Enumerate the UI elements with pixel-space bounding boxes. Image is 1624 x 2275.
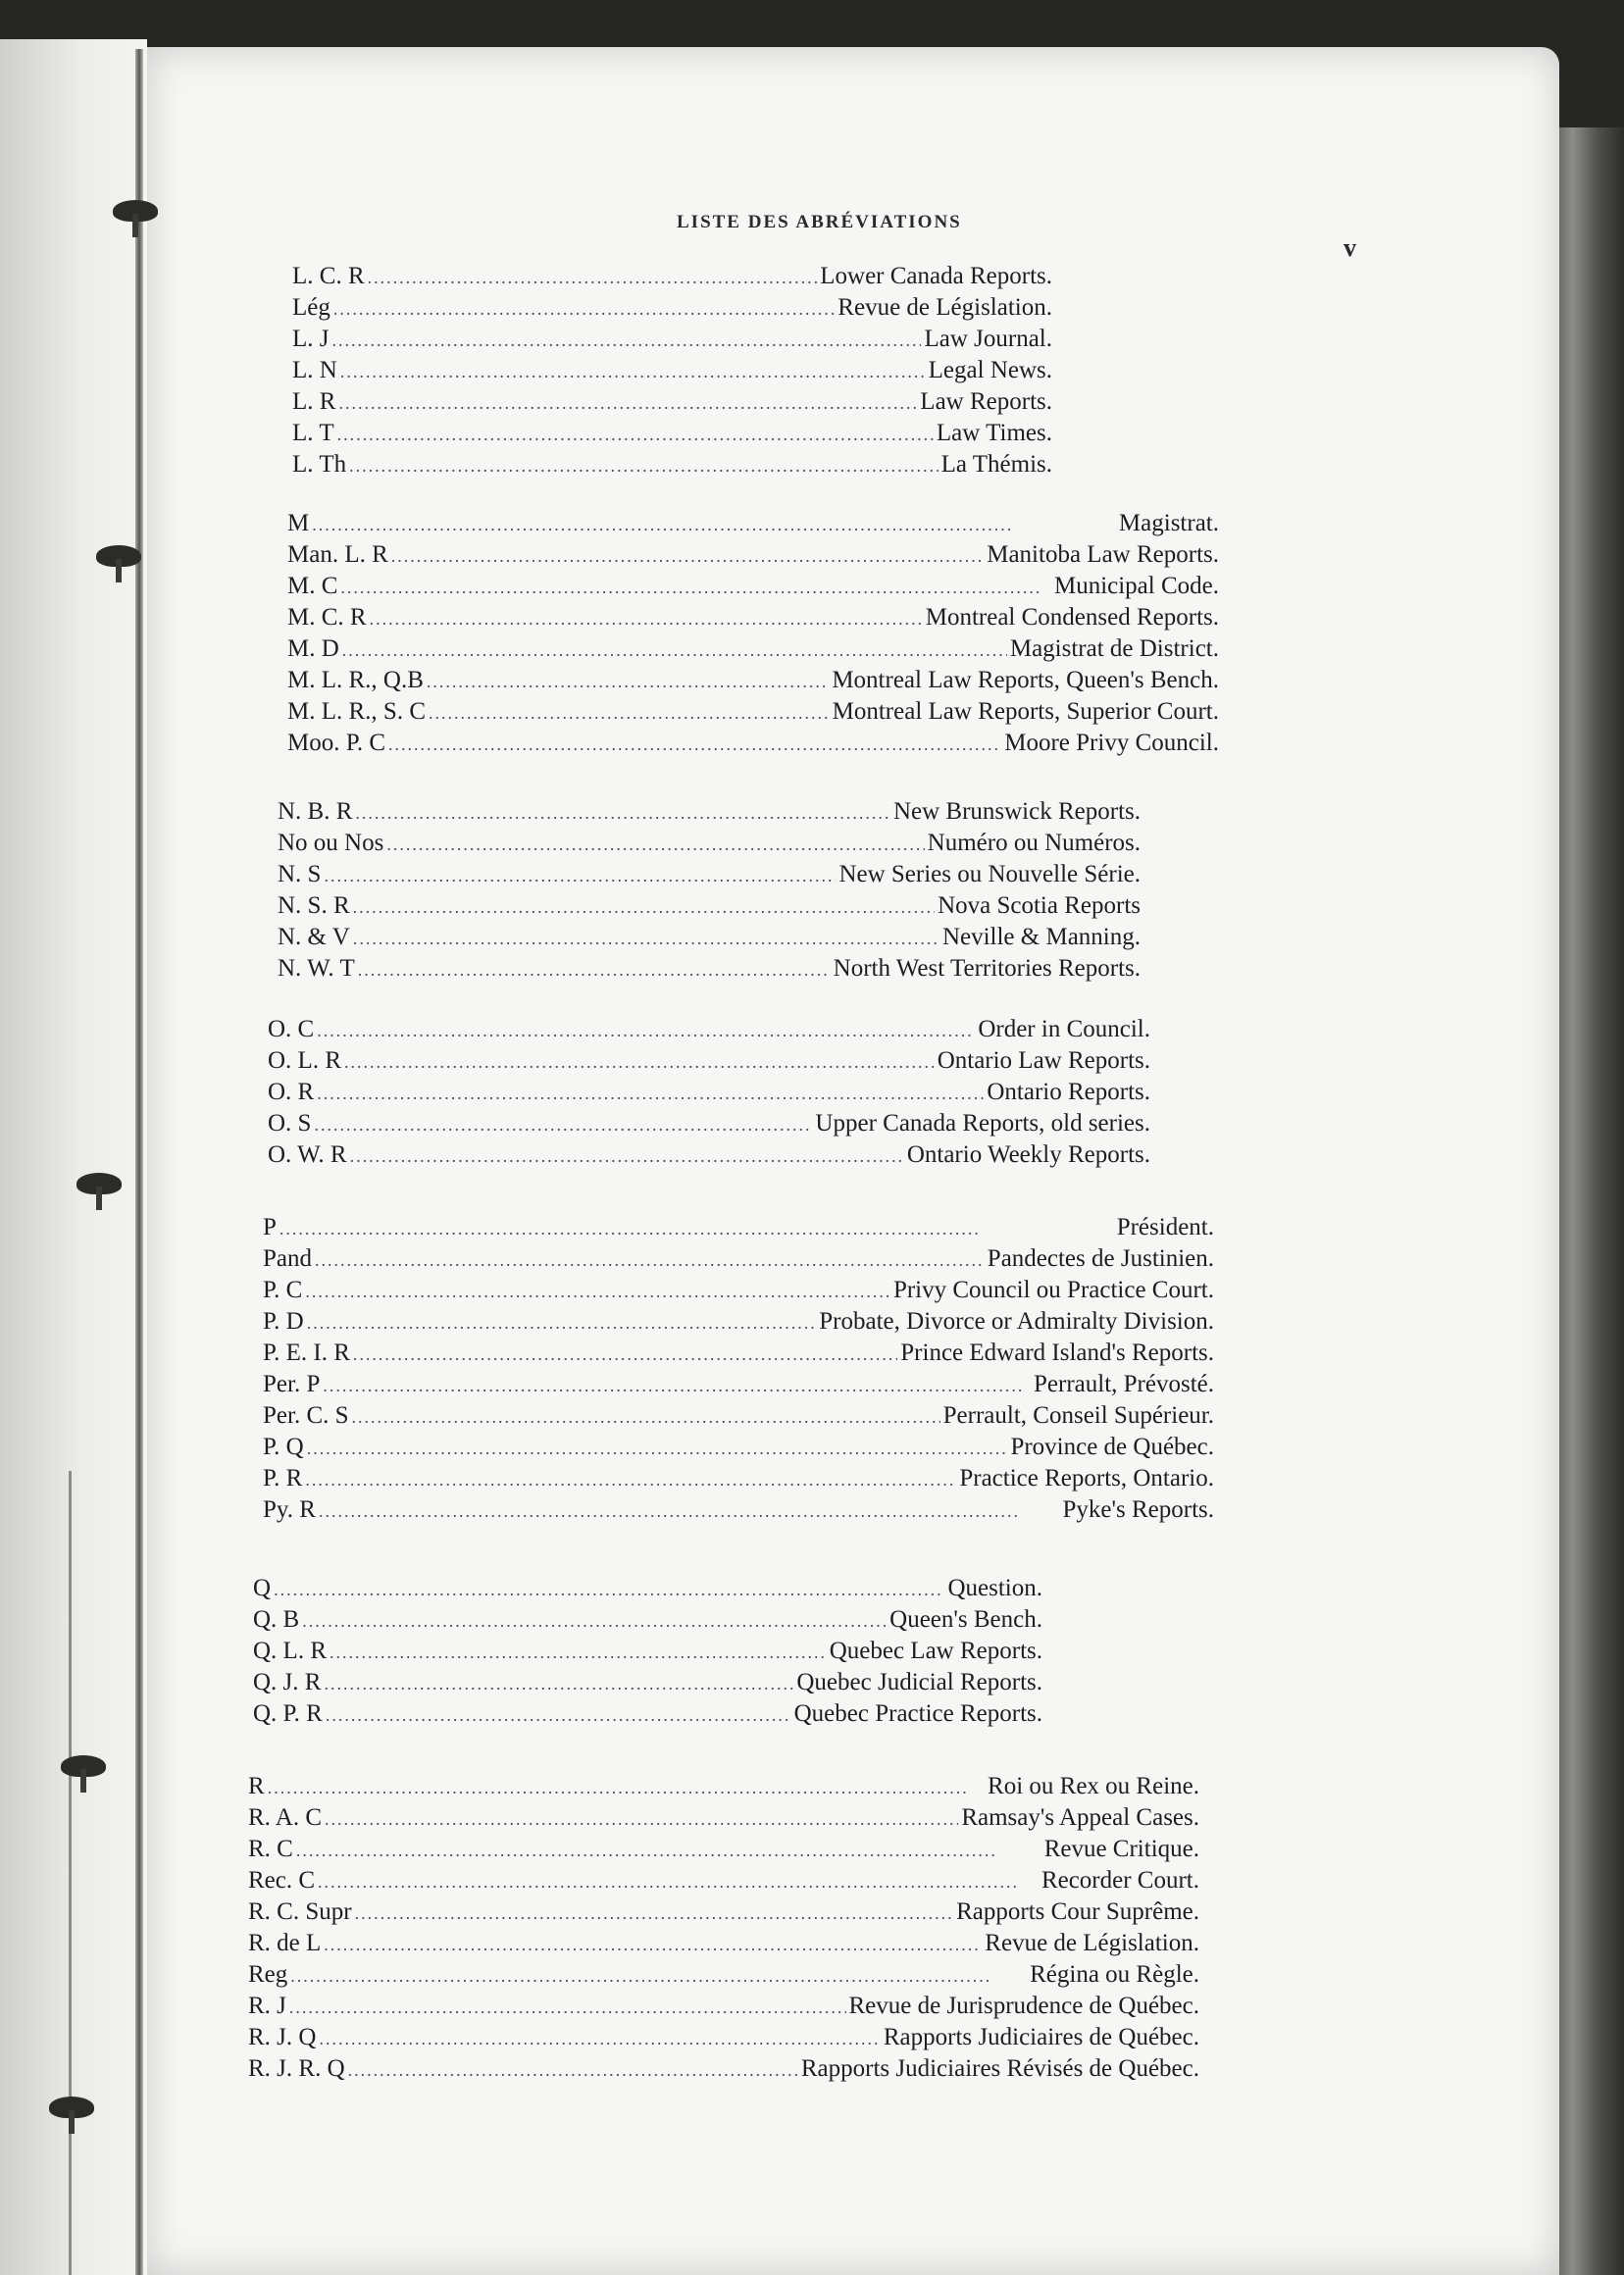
abbreviation-meaning: Law Journal. (924, 326, 1052, 352)
abbreviation: Py. R (263, 1496, 316, 1523)
abbreviation-meaning: Président. (1116, 1214, 1214, 1240)
abbreviation: M. D (287, 635, 339, 662)
abbreviation-meaning: Lower Canada Reports. (820, 263, 1052, 289)
leader-dots (370, 603, 923, 634)
leader-dots (353, 891, 935, 923)
abbreviation-meaning: Nova Scotia Reports (938, 892, 1141, 919)
leader-dots (317, 1078, 984, 1109)
leader-dots (319, 1495, 1060, 1527)
list-item (292, 449, 1052, 480)
abbreviation-meaning: Upper Canada Reports, old series. (815, 1110, 1150, 1137)
leader-dots (338, 387, 917, 419)
abbreviation: M (287, 510, 310, 536)
leader-dots (279, 1213, 1114, 1244)
list-item (278, 828, 1141, 859)
list-item (278, 922, 1141, 953)
list-item (253, 1636, 1042, 1667)
list-item (248, 1834, 1199, 1865)
abbreviation-meaning: Neville & Manning. (941, 924, 1141, 950)
leader-dots (324, 860, 836, 891)
abbreviation-meaning: Ontario Reports. (987, 1079, 1150, 1105)
list-item (263, 1369, 1214, 1400)
list-item (248, 1991, 1199, 2022)
leader-dots (324, 1668, 793, 1699)
leader-dots (307, 1307, 817, 1339)
list-item (268, 1045, 1150, 1077)
abbreviation-group-l (292, 261, 1052, 480)
leader-dots (352, 1401, 940, 1433)
list-item (253, 1667, 1042, 1698)
abbreviation: P. C (263, 1277, 303, 1303)
leader-dots (305, 1464, 956, 1495)
abbreviation: P. E. I. R (263, 1340, 350, 1366)
spine-line (135, 49, 143, 2275)
abbreviation-meaning: Quebec Law Reports. (829, 1638, 1042, 1664)
list-item (263, 1212, 1214, 1243)
abbreviation-group-o (268, 1014, 1150, 1171)
abbreviation-group-p (263, 1212, 1214, 1526)
abbreviation-meaning: Province de Québec. (1010, 1434, 1214, 1460)
abbreviation: R. J. Q (248, 2024, 317, 2050)
abbreviation-meaning: Numéro ou Numéros. (927, 830, 1141, 856)
list-item (287, 665, 1219, 696)
book-edge-right (1559, 127, 1624, 2275)
list-item (263, 1463, 1214, 1494)
list-item (292, 324, 1052, 355)
abbreviation-meaning: Rapports Judiciaires de Québec. (883, 2024, 1199, 2050)
abbreviation: Pand (263, 1245, 312, 1272)
abbreviation-meaning: Municipal Code. (1053, 573, 1219, 599)
leader-dots (355, 797, 890, 829)
abbreviation: R. C (248, 1836, 293, 1862)
leader-dots (429, 697, 830, 729)
list-item (263, 1275, 1214, 1306)
list-item (287, 539, 1219, 571)
leader-dots (326, 1699, 791, 1731)
abbreviation: Rec. C (248, 1867, 316, 1894)
abbreviation: L. Th (292, 451, 347, 478)
running-head: LISTE DES ABRÉVIATIONS (677, 212, 962, 232)
list-item (287, 508, 1219, 539)
list-item (263, 1400, 1214, 1432)
abbreviation: P. Q (263, 1434, 304, 1460)
abbreviation-meaning: Queen's Bench. (889, 1606, 1042, 1633)
list-item (278, 953, 1141, 985)
leader-dots (342, 634, 1007, 666)
leader-dots (344, 1046, 935, 1078)
abbreviation-meaning: Roi ou Rex ou Reine. (988, 1773, 1199, 1799)
list-item (248, 2022, 1199, 2053)
spine-line-secondary (69, 1471, 72, 2275)
list-item (292, 386, 1052, 418)
leader-dots (318, 1866, 1039, 1897)
leader-dots (386, 829, 924, 860)
leader-dots (312, 509, 1116, 540)
abbreviation: O. L. R (268, 1047, 341, 1074)
list-item (292, 292, 1052, 324)
leader-dots (317, 1015, 975, 1046)
abbreviation: Per. C. S (263, 1402, 349, 1429)
binding-stitch (76, 1173, 122, 1194)
leader-dots (348, 2054, 798, 2086)
binding-stitch (113, 200, 158, 222)
abbreviation: L. N (292, 357, 337, 383)
abbreviation-meaning: Perrault, Prévosté. (1034, 1371, 1214, 1397)
abbreviation: Q. L. R (253, 1638, 327, 1664)
abbreviation-meaning: Revue Critique. (1043, 1836, 1199, 1862)
abbreviation-meaning: La Thémis. (940, 451, 1052, 478)
abbreviation: R. C. Supr (248, 1898, 352, 1925)
abbreviation-meaning: Manitoba Law Reports. (987, 541, 1219, 568)
leader-dots (358, 954, 831, 986)
abbreviation-meaning: Revue de Jurisprudence de Québec. (848, 1993, 1199, 2019)
leader-dots (340, 572, 1051, 603)
leader-dots (315, 1244, 985, 1276)
abbreviation-meaning: New Brunswick Reports. (892, 798, 1141, 825)
abbreviation-meaning: Ontario Weekly Reports. (906, 1141, 1150, 1168)
list-item (287, 728, 1219, 759)
abbreviation-meaning: Ramsay's Appeal Cases. (961, 1804, 1199, 1831)
abbreviation-meaning: Privy Council ou Practice Court. (892, 1277, 1214, 1303)
abbreviation: R. de L (248, 1930, 322, 1956)
leader-dots (268, 1772, 985, 1803)
list-item (248, 1928, 1199, 1959)
leader-dots (427, 666, 829, 697)
binding-edge (0, 39, 147, 2275)
abbreviation: N. S. R (278, 892, 350, 919)
abbreviation: N. W. T (278, 955, 355, 982)
abbreviation: L. C. R (292, 263, 365, 289)
binding-stitch (61, 1755, 106, 1777)
leader-dots (330, 1637, 827, 1668)
leader-dots (274, 1574, 944, 1605)
list-item (263, 1243, 1214, 1275)
leader-dots (314, 1109, 812, 1140)
list-item (248, 1959, 1199, 1991)
abbreviation-meaning: New Series ou Nouvelle Série. (838, 861, 1141, 887)
leader-dots (332, 325, 922, 356)
abbreviation-meaning: Law Times. (936, 420, 1052, 446)
abbreviation-meaning: Revue de Législation. (985, 1930, 1199, 1956)
abbreviation-meaning: Montreal Law Reports, Queen's Bench. (832, 667, 1219, 693)
abbreviation: Q. J. R (253, 1669, 322, 1695)
abbreviation-meaning: Legal News. (928, 357, 1052, 383)
abbreviation: R (248, 1773, 265, 1799)
leader-dots (323, 1370, 1031, 1401)
page-number: v (1344, 233, 1356, 262)
abbreviation-meaning: Question. (947, 1575, 1042, 1601)
abbreviation: P (263, 1214, 277, 1240)
abbreviation: R. J. R. Q (248, 2055, 345, 2082)
abbreviation-meaning: Rapports Cour Suprême. (956, 1898, 1199, 1925)
list-item (268, 1108, 1150, 1139)
leader-dots (319, 2023, 880, 2054)
list-item (253, 1573, 1042, 1604)
list-item (292, 418, 1052, 449)
list-item (248, 1865, 1199, 1896)
abbreviation: N. S (278, 861, 322, 887)
abbreviation: M. C. R (287, 604, 367, 631)
abbreviation-meaning: Order in Council. (978, 1016, 1150, 1042)
abbreviation: P. R (263, 1465, 303, 1491)
abbreviation-meaning: Pandectes de Justinien. (987, 1245, 1214, 1272)
abbreviation: M. L. R., Q.B (287, 667, 424, 693)
list-item (292, 261, 1052, 292)
abbreviation-meaning: Ontario Law Reports. (937, 1047, 1150, 1074)
abbreviation-meaning: Régina ou Règle. (1030, 1961, 1199, 1988)
abbreviation-group-r (248, 1771, 1199, 2085)
abbreviation-group-n (278, 796, 1141, 985)
abbreviation-meaning: Prince Edward Island's Reports. (900, 1340, 1214, 1366)
abbreviation: Q (253, 1575, 272, 1601)
leader-dots (325, 1803, 958, 1835)
leader-dots (290, 1960, 1027, 1992)
abbreviation-group-q (253, 1573, 1042, 1730)
list-item (248, 1802, 1199, 1834)
leader-dots (337, 419, 934, 450)
abbreviation: M. C (287, 573, 338, 599)
leader-dots (333, 293, 835, 325)
abbreviation-meaning: Pyke's Reports. (1062, 1496, 1214, 1523)
leader-dots (324, 1929, 982, 1960)
abbreviation: P. D (263, 1308, 304, 1335)
abbreviation-meaning: Magistrat. (1118, 510, 1219, 536)
abbreviation: Reg (248, 1961, 288, 1988)
list-item (263, 1432, 1214, 1463)
list-item (268, 1014, 1150, 1045)
abbreviation-meaning: Practice Reports, Ontario. (959, 1465, 1214, 1491)
abbreviation-group-m (287, 508, 1219, 759)
abbreviation: Lég (292, 294, 330, 321)
list-item (248, 2053, 1199, 2085)
abbreviation: O. S (268, 1110, 312, 1137)
abbreviation: No ou Nos (278, 830, 384, 856)
abbreviation-meaning: Recorder Court. (1040, 1867, 1199, 1894)
list-item (287, 602, 1219, 633)
abbreviation: Q. B (253, 1606, 300, 1633)
binding-stitch (96, 545, 141, 567)
abbreviation: N. B. R (278, 798, 353, 825)
leader-dots (307, 1433, 1008, 1464)
abbreviation: R. A. C (248, 1804, 323, 1831)
leader-dots (289, 1992, 846, 2023)
list-item (278, 796, 1141, 828)
leader-dots (368, 262, 818, 293)
abbreviation: M. L. R., S. C (287, 698, 427, 725)
abbreviation-meaning: Quebec Practice Reports. (793, 1700, 1042, 1727)
list-item (292, 355, 1052, 386)
abbreviation-meaning: Perrault, Conseil Supérieur. (942, 1402, 1214, 1429)
list-item (253, 1698, 1042, 1730)
abbreviation: L. J (292, 326, 330, 352)
list-item (253, 1604, 1042, 1636)
leader-dots (340, 356, 926, 387)
abbreviation: O. R (268, 1079, 315, 1105)
list-item (287, 633, 1219, 665)
list-item (278, 859, 1141, 890)
binding-stitch (49, 2097, 94, 2118)
abbreviation-meaning: North West Territories Reports. (833, 955, 1141, 982)
list-item (248, 1771, 1199, 1802)
leader-dots (305, 1276, 890, 1307)
abbreviation-meaning: Moore Privy Council. (1004, 730, 1219, 756)
list-item (268, 1139, 1150, 1171)
abbreviation-meaning: Revue de Législation. (837, 294, 1052, 321)
abbreviation: Per. P (263, 1371, 321, 1397)
abbreviation: O. W. R (268, 1141, 347, 1168)
leader-dots (388, 729, 1001, 760)
leader-dots (349, 450, 939, 481)
list-item (278, 890, 1141, 922)
list-item (263, 1338, 1214, 1369)
leader-dots (296, 1835, 1041, 1866)
list-item (263, 1494, 1214, 1526)
abbreviation-meaning: Probate, Divorce or Admiralty Division. (819, 1308, 1214, 1335)
list-item (268, 1077, 1150, 1108)
abbreviation-meaning: Magistrat de District. (1009, 635, 1219, 662)
leader-dots (350, 1140, 904, 1172)
abbreviation-meaning: Quebec Judicial Reports. (796, 1669, 1042, 1695)
leader-dots (302, 1605, 887, 1637)
abbreviation: O. C (268, 1016, 315, 1042)
leader-dots (355, 1897, 954, 1929)
leader-dots (353, 1339, 897, 1370)
abbreviation: Moo. P. C (287, 730, 386, 756)
abbreviation: L. R (292, 388, 336, 415)
abbreviation: Q. P. R (253, 1700, 323, 1727)
list-item (248, 1896, 1199, 1928)
abbreviation-meaning: Rapports Judiciaires Révisés de Québec. (800, 2055, 1199, 2082)
leader-dots (391, 540, 984, 572)
leader-dots (353, 923, 939, 954)
abbreviation-meaning: Montreal Condensed Reports. (925, 604, 1219, 631)
list-item (287, 571, 1219, 602)
abbreviation: N. & V (278, 924, 350, 950)
abbreviation-meaning: Law Reports. (920, 388, 1052, 415)
abbreviation: L. T (292, 420, 334, 446)
abbreviation-meaning: Montreal Law Reports, Superior Court. (832, 698, 1219, 725)
abbreviation: R. J (248, 1993, 286, 2019)
abbreviation: Man. L. R (287, 541, 388, 568)
list-item (287, 696, 1219, 728)
list-item (263, 1306, 1214, 1338)
